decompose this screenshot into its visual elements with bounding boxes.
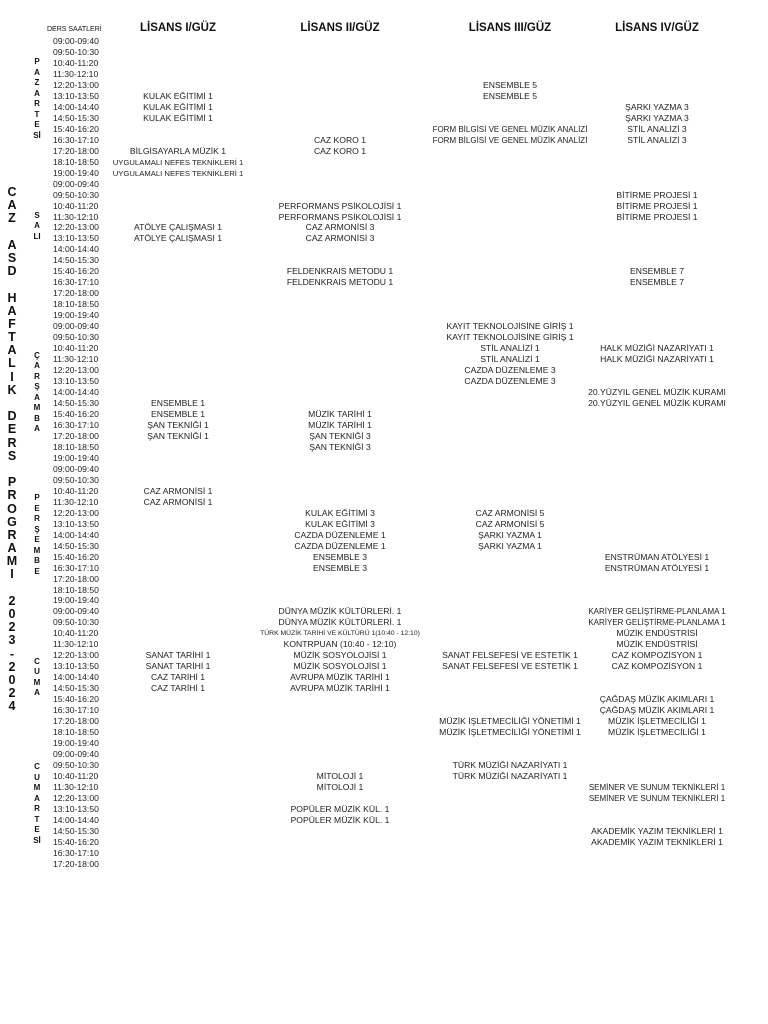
course-cell: MÜZİK ENDÜSTRİSİ (616, 628, 698, 639)
course-cell: UYGULAMALI NEFES TEKNİKLERİ 1 (112, 157, 244, 167)
time-slot: 19:00-19:40 (53, 167, 99, 178)
column-header-lisans-4: LİSANS IV/GÜZ (615, 22, 699, 34)
course-cell: SEMİNER VE SUNUM TEKNİKLERİ 1 (588, 782, 726, 792)
time-slot: 14:50-15:30 (53, 683, 99, 694)
column-header-lisans-1: LİSANS I/GÜZ (139, 22, 217, 34)
course-cell: PERFORMANS PSİKOLOJİSİ 1 (278, 211, 402, 222)
course-cell: CAZ TARİHİ 1 (150, 672, 206, 683)
course-cell: STİL ANALİZİ 3 (627, 123, 687, 134)
time-slot: 19:00-19:40 (53, 738, 99, 749)
course-cell: CAZ ARMONİSİ 1 (143, 485, 213, 496)
course-cell: DÜNYA MÜZİK KÜLTÜRLERİ. 1 (278, 617, 402, 628)
time-slot: 11:30-12:10 (53, 639, 99, 650)
course-cell: CAZ KORO 1 (313, 145, 367, 156)
time-slot: 14:50-15:30 (53, 398, 99, 408)
course-cell: AVRUPA MÜZİK TARİHİ 1 (290, 683, 390, 694)
course-cell: SANAT TARİHİ 1 (145, 661, 211, 672)
course-cell: POPÜLER MÜZİK KÜL. 1 (290, 803, 390, 814)
time-slot: 14:50-15:30 (53, 112, 99, 123)
time-slot: 12:20-13:00 (53, 650, 99, 661)
course-cell: AVRUPA MÜZİK TARİHİ 1 (290, 672, 390, 683)
time-slot: 16:30-17:10 (53, 562, 99, 573)
course-cell: 20.YÜZYIL GENEL MÜZİK KURAMI (588, 398, 726, 408)
course-cell: ENSEMBLE 5 (483, 90, 537, 101)
time-slot: 10:40-11:20 (53, 57, 99, 68)
time-slot: 16:30-17:10 (53, 705, 99, 716)
time-slot: 16:30-17:10 (53, 134, 99, 145)
time-slot: 19:00-19:40 (53, 310, 99, 321)
course-cell: ENSEMBLE 3 (313, 551, 367, 562)
course-cell: ŞAN TEKNİĞİ 3 (309, 441, 371, 452)
time-slot: 10:40-11:20 (53, 628, 99, 639)
course-cell: CAZ ARMONİSİ 1 (143, 496, 213, 507)
time-slot: 09:50-10:30 (53, 474, 99, 485)
course-cell: AKADEMİK YAZIM TEKNİKLERİ 1 (591, 836, 723, 847)
time-slot: 14:50-15:30 (53, 255, 99, 266)
time-slot: 14:50-15:30 (53, 825, 99, 836)
time-slot: 10:40-11:20 (53, 770, 99, 781)
course-cell: ŞARKI YAZMA 1 (478, 529, 542, 540)
time-slot: 10:40-11:20 (53, 343, 99, 354)
course-cell: FORM BİLGİSİ VE GENEL MÜZİK ANALİZİ (432, 135, 588, 145)
time-slot: 15:40-16:20 (53, 551, 99, 562)
course-cell: TÜRK MÜZİĞİ NAZARİYATI 1 (452, 770, 568, 781)
time-slot: 17:20-18:00 (53, 288, 99, 299)
course-cell: CAZ KORO 1 (313, 134, 367, 145)
course-cell: MÜZİK TARİHİ 1 (308, 408, 372, 419)
time-slot: 18:10-18:50 (53, 299, 99, 310)
course-cell: SEMİNER VE SUNUM TEKNİKLERİ 1 (588, 793, 726, 803)
time-slot: 14:00-14:40 (53, 244, 99, 255)
time-slot: 19:00-19:40 (53, 452, 99, 463)
course-cell: ŞARKI YAZMA 1 (478, 540, 542, 551)
course-cell: ENSEMBLE 3 (313, 562, 367, 573)
time-slot: 11:30-12:10 (53, 781, 99, 792)
course-cell: ŞAN TEKNİĞİ 3 (309, 430, 371, 441)
course-cell: CAZ ARMONİSİ 5 (475, 507, 545, 518)
time-slot: 12:20-13:00 (53, 365, 99, 376)
day-label: ÇARŞAMBA (33, 350, 41, 434)
time-slot: 14:00-14:40 (53, 814, 99, 825)
course-cell: KARİYER GELİŞTİRME-PLANLAMA 1 (588, 618, 726, 628)
time-slot: 14:00-14:40 (53, 387, 99, 398)
course-cell: MİTOLOJİ 1 (316, 770, 364, 781)
day-label: PERŞEMBE (33, 493, 41, 576)
course-cell: ENSEMBLE 1 (151, 398, 205, 408)
time-slot: 11:30-12:10 (53, 496, 99, 507)
time-slot: 17:20-18:00 (53, 716, 99, 727)
course-cell: MÜZİK SOSYOLOJİSİ 1 (293, 650, 387, 661)
time-slot: 09:50-10:30 (53, 617, 99, 628)
time-slot: 16:30-17:10 (53, 419, 99, 430)
course-cell: DÜNYA MÜZİK KÜLTÜRLERİ. 1 (278, 606, 402, 617)
time-slot: 14:00-14:40 (53, 672, 99, 683)
course-cell: BİTİRME PROJESİ 1 (616, 200, 698, 211)
course-cell: MÜZİK İŞLETMECİLİĞİ 1 (608, 727, 706, 738)
time-slot: 17:20-18:00 (53, 573, 99, 584)
time-slot: 13:10-13:50 (53, 233, 99, 244)
course-cell: ENSTRÜMAN ATÖLYESİ 1 (604, 562, 710, 573)
course-cell: CAZDA DÜZENLEME 3 (464, 365, 556, 376)
course-cell: MÜZİK TARİHİ 1 (308, 419, 372, 430)
course-cell: CAZ KOMPOZİSYON 1 (611, 661, 703, 672)
time-slot: 15:40-16:20 (53, 836, 99, 847)
course-cell: FELDENKRAIS METODU 1 (286, 277, 394, 288)
course-cell: FORM BİLGİSİ VE GENEL MÜZİK ANALİZİ (432, 124, 588, 134)
course-cell: CAZ ARMONİSİ 3 (305, 222, 375, 233)
course-cell: KULAK EĞİTİMİ 3 (305, 507, 375, 518)
course-cell: AKADEMİK YAZIM TEKNİKLERİ 1 (591, 825, 723, 836)
course-cell: ŞAN TEKNİĞİ 1 (147, 419, 209, 430)
day-label: SALI (33, 210, 41, 241)
time-slot: 09:50-10:30 (53, 46, 99, 57)
time-slot: 12:20-13:00 (53, 79, 99, 90)
time-slot: 09:00-09:40 (53, 321, 99, 332)
course-cell: KULAK EĞİTİMİ 1 (143, 112, 213, 123)
time-slot: 15:40-16:20 (53, 408, 99, 419)
time-slot: 14:50-15:30 (53, 540, 99, 551)
course-cell: KAYIT TEKNOLOJİSİNE GİRİŞ 1 (446, 321, 574, 332)
time-slot: 14:00-14:40 (53, 529, 99, 540)
column-header-lisans-3: LİSANS III/GÜZ (468, 22, 552, 34)
course-cell: STİL ANALİZİ 1 (480, 354, 540, 365)
course-cell: ŞARKI YAZMA 3 (625, 112, 689, 123)
course-cell: 20.YÜZYIL GENEL MÜZİK KURAMI (588, 387, 726, 398)
day-label: CUMA (33, 656, 41, 698)
course-cell: CAZDA DÜZENLEME 1 (294, 529, 386, 540)
time-slot: 17:20-18:00 (53, 430, 99, 441)
course-cell: CAZ KOMPOZİSYON 1 (611, 650, 703, 661)
time-slot: 10:40-11:20 (53, 200, 99, 211)
time-slot: 15:40-16:20 (53, 123, 99, 134)
course-cell: MÜZİK İŞLETMECİLİĞİ YÖNETİMİ 1 (439, 716, 581, 727)
time-slot: 18:10-18:50 (53, 156, 99, 167)
time-slot: 13:10-13:50 (53, 518, 99, 529)
course-cell: SANAT FELSEFESİ VE ESTETİK 1 (442, 650, 578, 661)
course-cell: BİTİRME PROJESİ 1 (616, 211, 698, 222)
time-slot: 09:50-10:30 (53, 760, 99, 771)
course-cell: MÜZİK İŞLETMECİLİĞİ 1 (608, 716, 706, 727)
time-slot: 16:30-17:10 (53, 847, 99, 858)
course-cell: CAZDA DÜZENLEME 3 (464, 376, 556, 387)
course-cell: KONTRPUAN (10:40 - 12:10) (283, 639, 397, 650)
day-label: PAZARTESİ (33, 57, 41, 140)
course-cell: KULAK EĞİTİMİ 1 (143, 90, 213, 101)
course-cell: ŞARKI YAZMA 3 (625, 101, 689, 112)
time-slot: 09:00-09:40 (53, 749, 99, 760)
course-cell: MÜZİK SOSYOLOJİSİ 1 (293, 661, 387, 672)
course-cell: ENSTRÜMAN ATÖLYESİ 1 (604, 551, 710, 562)
course-cell: ATÖLYE ÇALIŞMASI 1 (133, 222, 223, 233)
course-cell: KARİYER GELİŞTİRME-PLANLAMA 1 (588, 607, 726, 617)
course-cell: ÇAĞDAŞ MÜZİK AKIMLARI 1 (599, 705, 715, 716)
time-slot: 12:20-13:00 (53, 222, 99, 233)
course-cell: UYGULAMALI NEFES TEKNİKLERİ 1 (112, 168, 244, 178)
time-slot: 11:30-12:10 (53, 354, 99, 365)
course-cell: MÜZİK İŞLETMECİLİĞİ YÖNETİMİ 1 (439, 727, 581, 738)
course-cell: TÜRK MÜZİK TARİHİ VE KÜLTÜRÜ 1(10:40 - 12:10) (260, 630, 420, 638)
document-title-vertical: C A Z A S D H A F T A L I K D E R S P R O G R A M I 2 0 2 3 - 2 0 2 4 (6, 185, 18, 714)
hours-column-header: DERS SAATLERİ (47, 26, 102, 33)
course-cell: CAZDA DÜZENLEME 1 (294, 540, 386, 551)
time-slot: 12:20-13:00 (53, 792, 99, 803)
course-cell: MÜZİK ENDÜSTRİSİ (616, 639, 698, 650)
course-cell: ATÖLYE ÇALIŞMASI 1 (133, 233, 223, 244)
time-slot: 11:30-12:10 (53, 211, 99, 222)
course-cell: ENSEMBLE 7 (630, 266, 684, 277)
course-cell: TÜRK MÜZİĞİ NAZARİYATI 1 (452, 760, 568, 771)
course-cell: CAZ TARİHİ 1 (150, 683, 206, 694)
course-cell: ŞAN TEKNİĞİ 1 (147, 430, 209, 441)
day-label: CUMARTESİ (33, 762, 41, 845)
time-slot: 17:20-18:00 (53, 145, 99, 156)
course-cell: HALK MÜZİĞİ NAZARİYATI 1 (600, 343, 714, 354)
time-slot: 19:00-19:40 (53, 595, 99, 606)
time-slot: 13:10-13:50 (53, 803, 99, 814)
course-cell: STİL ANALİZİ 1 (480, 343, 540, 354)
time-slot: 12:20-13:00 (53, 507, 99, 518)
course-cell: KULAK EĞİTİMİ 3 (305, 518, 375, 529)
course-cell: CAZ ARMONİSİ 5 (475, 518, 545, 529)
time-slot: 15:40-16:20 (53, 266, 99, 277)
course-cell: BİLGİSAYARLA MÜZİK 1 (129, 145, 227, 156)
course-cell: HALK MÜZİĞİ NAZARİYATI 1 (600, 354, 714, 365)
course-cell: ENSEMBLE 1 (151, 408, 205, 419)
course-cell: FELDENKRAIS METODU 1 (286, 266, 394, 277)
course-cell: BİTİRME PROJESİ 1 (616, 189, 698, 200)
course-cell: KAYIT TEKNOLOJİSİNE GİRİŞ 1 (446, 332, 574, 343)
time-slot: 16:30-17:10 (53, 277, 99, 288)
time-slot: 09:00-09:40 (53, 606, 99, 617)
time-slot: 18:10-18:50 (53, 441, 99, 452)
course-cell: CAZ ARMONİSİ 3 (305, 233, 375, 244)
column-header-lisans-2: LİSANS II/GÜZ (300, 22, 380, 34)
course-cell: POPÜLER MÜZİK KÜL. 1 (290, 814, 390, 825)
time-slot: 09:00-09:40 (53, 463, 99, 474)
time-slot: 18:10-18:50 (53, 727, 99, 738)
time-slot: 09:50-10:30 (53, 189, 99, 200)
time-slot: 13:10-13:50 (53, 661, 99, 672)
time-slot: 11:30-12:10 (53, 68, 99, 79)
time-slot: 15:40-16:20 (53, 694, 99, 705)
course-cell: ÇAĞDAŞ MÜZİK AKIMLARI 1 (599, 694, 715, 705)
course-cell: KULAK EĞİTİMİ 1 (143, 101, 213, 112)
course-cell: STİL ANALİZİ 3 (627, 134, 687, 145)
time-slot: 14:00-14:40 (53, 101, 99, 112)
time-slot: 18:10-18:50 (53, 584, 99, 595)
time-slot: 13:10-13:50 (53, 376, 99, 387)
time-slot: 10:40-11:20 (53, 485, 99, 496)
course-cell: MİTOLOJİ 1 (316, 781, 364, 792)
course-cell: SANAT FELSEFESİ VE ESTETİK 1 (442, 661, 578, 672)
course-cell: PERFORMANS PSİKOLOJİSİ 1 (278, 200, 402, 211)
time-slot: 09:50-10:30 (53, 332, 99, 343)
time-slot: 13:10-13:50 (53, 90, 99, 101)
course-cell: ENSEMBLE 5 (483, 79, 537, 90)
course-cell: SANAT TARİHİ 1 (145, 650, 211, 661)
time-slot: 17:20-18:00 (53, 858, 99, 869)
time-slot: 09:00-09:40 (53, 36, 99, 46)
time-slot: 09:00-09:40 (53, 178, 99, 189)
course-cell: ENSEMBLE 7 (630, 277, 684, 288)
